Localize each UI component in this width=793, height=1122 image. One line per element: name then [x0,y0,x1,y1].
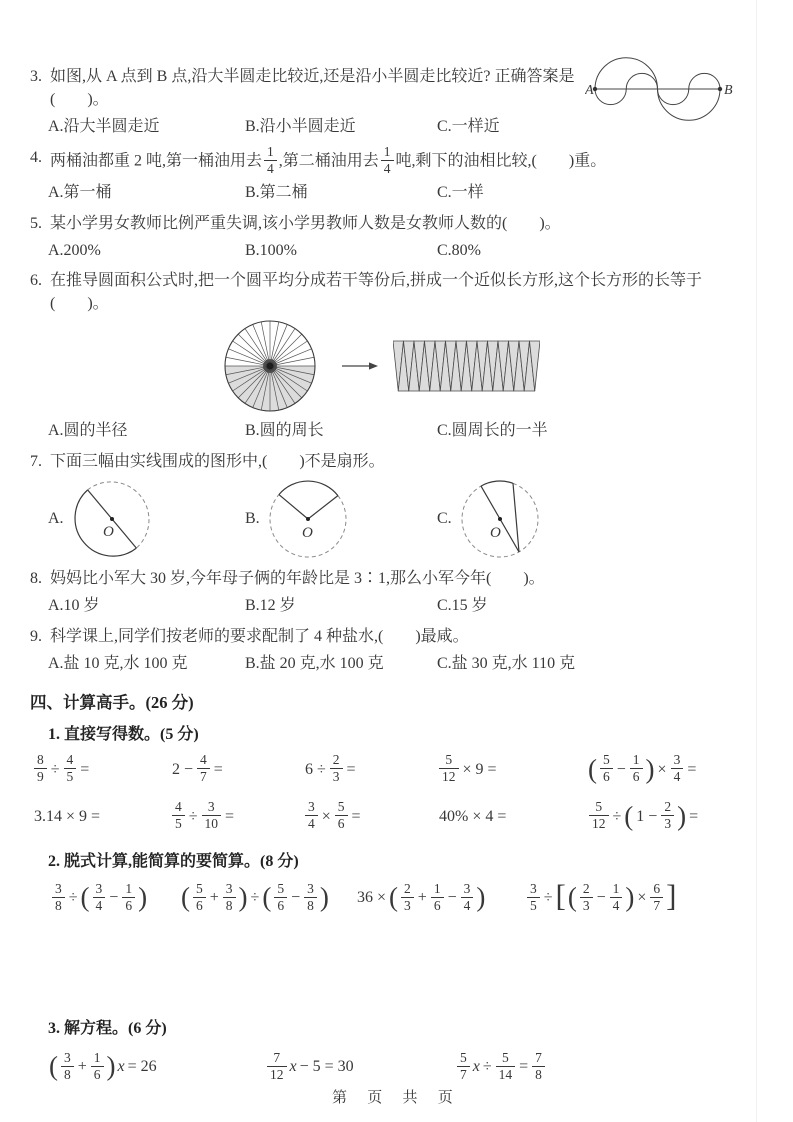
semicircle-path-figure [585,55,735,123]
center-label: O [102,524,114,541]
radius-right [308,496,338,519]
math-expression: $\frac{4}{5}$ ÷ $\frac{3}{10}$ = [170,801,303,832]
option-a: A.盐 10 克,水 100 克 [48,654,188,672]
question-4-text-2: ,第二桶油用去 [278,152,379,170]
question-7-text: 下面三幅由实线围成的图形中,( )不是扇形。 [50,452,385,470]
question-9-number: 9. [30,627,42,645]
center-dot [110,517,114,521]
option-c: C.盐 30 克,水 110 克 [437,654,576,672]
math-expression: 3.14 × 9 = [34,807,101,825]
option-b: B.第二桶 [245,184,308,202]
math-expression: $\frac{3}{8}$ ÷ ( $\frac{3}{4}$ − $\frac{1}{6}$ ) [50,883,180,914]
question-3 [30,65,635,111]
solid-arc [279,481,338,496]
center-dot [498,517,502,521]
question-7-figures [30,475,757,563]
question-6-options [30,420,757,442]
question-4-number: 4. [30,148,42,166]
solid-arc [75,490,136,556]
arrow-icon [341,358,379,374]
option-b: B.盐 20 克,水 100 克 [245,654,384,672]
subsection-1-title: 1. 直接写得数。(5 分) [48,726,199,744]
figure-option-b [245,475,437,563]
point-b-dot [718,87,722,91]
question-6 [30,269,757,315]
math-expression: $\frac{8}{9}$ ÷ $\frac{4}{5}$ = [32,754,170,785]
math-expression: 36 × ( $\frac{2}{3}$ + $\frac{1}{6}$ − $\frac{3}{4}$ ) [357,880,486,913]
question-3-number: 3. [30,68,42,85]
option-c: C.一样 [437,184,484,202]
math-expression: $\frac{5}{12}$ × 9 = [437,754,587,785]
math-expression: 40% × 4 = [439,807,507,825]
mental-math-row-2 [30,793,757,840]
question-3-text: 如图,从 A 点到 B 点,沿大半圆走比较近,还是沿小半圆走比较近? 正确答案是( )。 [50,68,575,109]
question-6-number: 6. [30,272,42,290]
page-footer: 第 页 共 页 [331,1090,461,1106]
question-4-text-1: 两桶油都重 2 吨,第一桶油用去 [50,152,263,170]
option-b: B.12 岁 [245,597,296,615]
center-dot [306,517,310,521]
option-a: A.200% [48,241,101,259]
subsection-2-title: 2. 脱式计算,能简算的要简算。(8 分) [48,853,299,871]
point-b-label: B [724,83,733,98]
option-a: A.第一桶 [48,184,112,202]
option-c: C.80% [437,241,481,259]
option-c: C.一样近 [437,118,500,136]
option-a: A.沿大半圆走近 [48,118,160,136]
question-5-options [30,240,757,262]
circle-center-dot [267,363,274,370]
solve-equations-row [30,1042,757,1092]
question-9-text: 科学课上,同学们按老师的要求配制了 4 种盐水,( )最咸。 [50,627,469,645]
option-a: A.10 岁 [48,597,100,615]
question-7-number: 7. [30,452,42,470]
question-5-number: 5. [30,214,42,232]
math-expression: ( $\frac{5}{6}$ − $\frac{1}{6}$ ) × $\frac{3}{4}$ = [588,752,697,785]
option-c: C.圆周长的一半 [437,422,548,440]
question-9-options [30,653,757,675]
stepwise-calculation-row [30,873,757,923]
figure-c-label: C. [437,510,452,528]
option-c: C.15 岁 [437,597,488,615]
question-5 [30,212,757,235]
math-expression: ( $\frac{3}{8}$ + $\frac{1}{6}$ ) x = 26 [49,1049,157,1082]
center-label: O [301,525,313,542]
question-6-text: 在推导圆面积公式时,把一个圆平均分成若干等份后,拼成一个近似长方形,这个长方形的长等于( )。 [50,272,703,313]
math-expression: $\frac{3}{4}$ × $\frac{5}{6}$ = [303,801,437,832]
side-line [513,483,519,552]
math-expression: $\frac{5}{7}$ x ÷ $\frac{5}{14}$ = $\frac{7}{8}$ [455,1052,757,1083]
question-9 [30,625,757,648]
figure-option-c [437,475,757,563]
point-a-label: A [585,83,594,98]
math-expression: 2 − $\frac{4}{7}$ = [172,752,223,785]
solid-arc [481,481,513,486]
figure-a-label: A. [48,510,64,528]
question-5-text: 某小学男女教师比例严重失调,该小学男教师人数是女教师人数的( )。 [50,214,561,232]
math-expression: $\frac{5}{12}$ ÷ ( 1 − $\frac{2}{3}$ ) = [587,801,757,832]
option-b: B.沿小半圆走近 [245,118,356,136]
center-label: O [489,525,501,542]
mental-math-row-1 [30,746,757,793]
question-4-text-3: 吨,剩下的油相比较,( )重。 [395,152,607,170]
question-8 [30,567,757,590]
question-7 [30,450,757,473]
question-8-text: 妈妈比小军大 30 岁,今年母子俩的年龄比是 3∶1,那么小军今年( )。 [50,570,545,588]
fraction: $\frac{1}{4}$ [262,152,279,169]
question-4-options [30,182,757,204]
math-expression: ( $\frac{5}{6}$ + $\frac{3}{8}$ ) ÷ ( $\frac{5}{6}$ − $\frac{3}{8}$ ) [181,880,329,913]
rearranged-sectors-rectangle-figure [393,338,540,394]
option-b: B.圆的周长 [245,422,324,440]
radius-left [279,495,308,519]
math-expression: $\frac{7}{12}$ x − 5 = 30 [265,1052,455,1083]
math-expression: $\frac{3}{5}$ ÷[( $\frac{2}{3}$ − $\frac{1}{4}$ ) × $\frac{6}{7}$ ] [525,883,757,914]
circle-to-rectangle-figure [223,319,757,413]
sector-figure [266,475,350,563]
fraction: $\frac{1}{4}$ [379,152,396,169]
math-expression: 6 ÷ $\frac{2}{3}$ = [305,752,356,785]
question-4 [30,143,757,177]
option-b: B.100% [245,241,297,259]
subsection-3-title: 3. 解方程。(6 分) [48,1020,167,1038]
question-8-number: 8. [30,570,42,588]
section-4-title: 四、计算高手。(26 分) [30,693,194,713]
dashed-arc [87,482,148,548]
figure-option-a [48,475,245,563]
non-sector-figure [458,475,542,563]
semicircle-figure [70,475,154,563]
question-8-options [30,595,757,617]
sectored-circle-figure [223,319,317,413]
option-a: A.圆的半径 [48,422,128,440]
figure-b-label: B. [245,510,260,528]
